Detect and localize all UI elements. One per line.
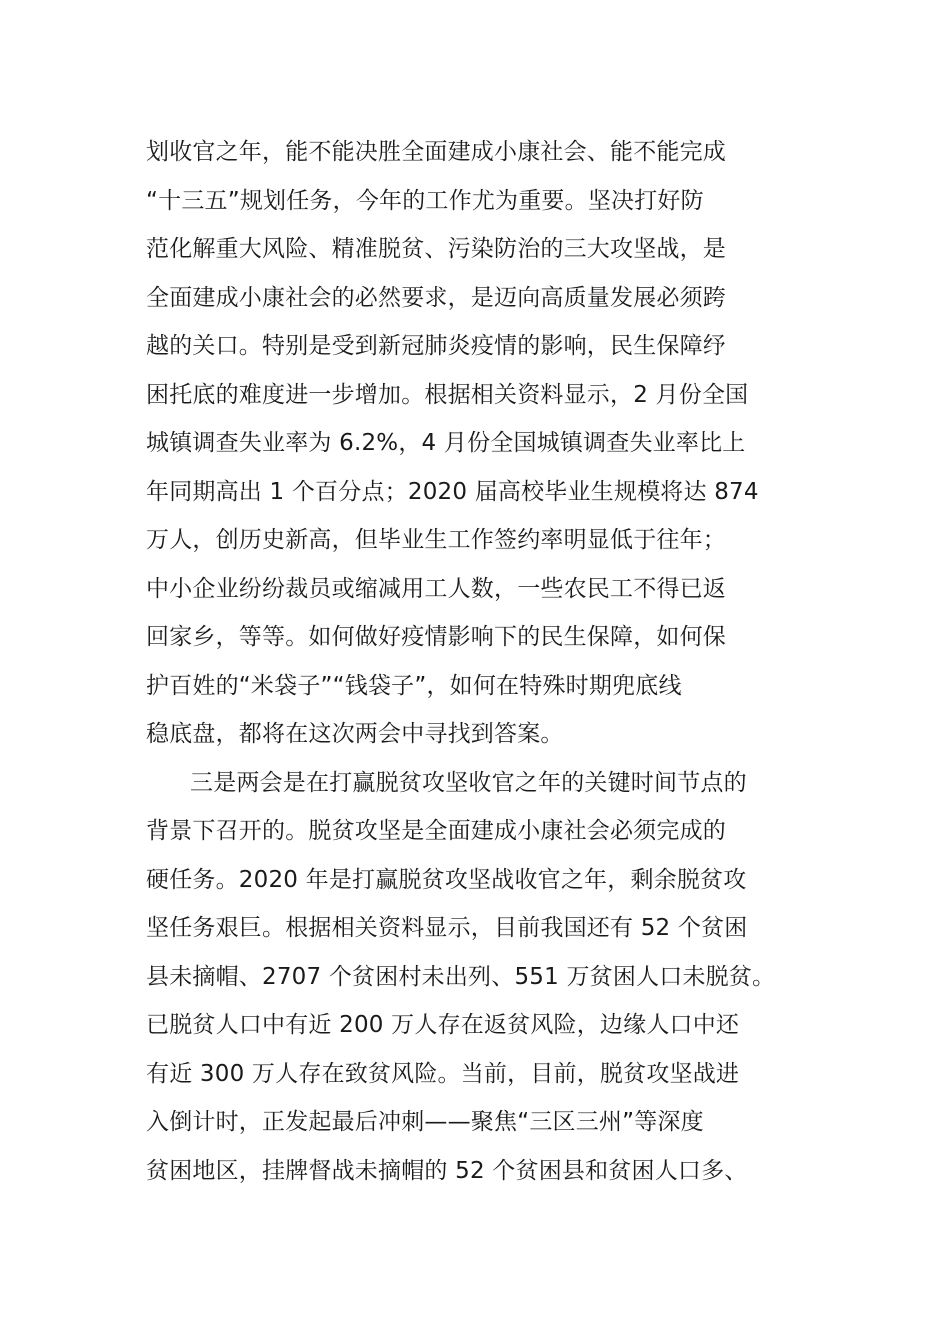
text-line: 贫困地区，挂牌督战未摘帽的 52 个贫困县和贫困人口多、 [146,1157,748,1184]
text-line: 年同期高出 1 个百分点；2020 届高校毕业生规模将达 874 [146,478,759,505]
text-line: 城镇调查失业率为 6.2%，4 月份全国城镇调查失业率比上 [146,430,746,456]
text-line: 已脱贫人口中有近 200 万人存在返贫风险，边缘人口中还 [146,1012,740,1038]
text-line: 入倒计时，正发起最后冲刺——聚焦“三区三州”等深度 [146,1109,704,1135]
text-line: 越的关口。特别是受到新冠肺炎疫情的影响，民生保障纾 [146,333,726,359]
text-line: 有近 300 万人存在致贫风险。当前，目前，脱贫攻坚战进 [146,1060,740,1087]
text-line: 县未摘帽、2707 个贫困村未出列、551 万贫困人口未脱贫。 [146,963,776,990]
text-line: 范化解重大风险、精准脱贫、污染防治的三大攻坚战，是 [146,236,726,262]
text-line: 全面建成小康社会的必然要求，是迈向高质量发展必须跨 [146,284,726,311]
document-body [146,128,826,1195]
paragraph-2 [146,759,826,1196]
text-line: 回家乡，等等。如何做好疫情影响下的民生保障，如何保 [146,624,726,650]
text-line: 三是两会是在打赢脱贫攻坚收官之年的关键时间节点的 [190,769,747,796]
text-line: 坚任务艰巨。根据相关资料显示，目前我国还有 52 个贫困 [146,915,748,941]
text-line: “十三五”规划任务，今年的工作尤为重要。坚决打好防 [146,187,704,214]
text-line: 背景下召开的。脱贫攻坚是全面建成小康社会必须完成的 [146,818,726,844]
text-line: 护百姓的“米袋子”“钱袋子”，如何在特殊时期兜底线 [146,672,682,699]
text-line: 中小企业纷纷裁员或缩减用工人数，一些农民工不得已返 [146,575,726,602]
text-line: 划收官之年，能不能决胜全面建成小康社会、能不能完成 [146,139,726,165]
text-line: 稳底盘，都将在这次两会中寻找到答案。 [146,721,564,747]
text-line: 困托底的难度进一步增加。根据相关资料显示，2 月份全国 [146,381,749,408]
paragraph-1 [146,128,826,759]
text-line: 万人，创历史新高，但毕业生工作签约率明显低于往年； [146,527,726,553]
text-line: 硬任务。2020 年是打赢脱贫攻坚战收官之年，剩余脱贫攻 [146,866,747,893]
